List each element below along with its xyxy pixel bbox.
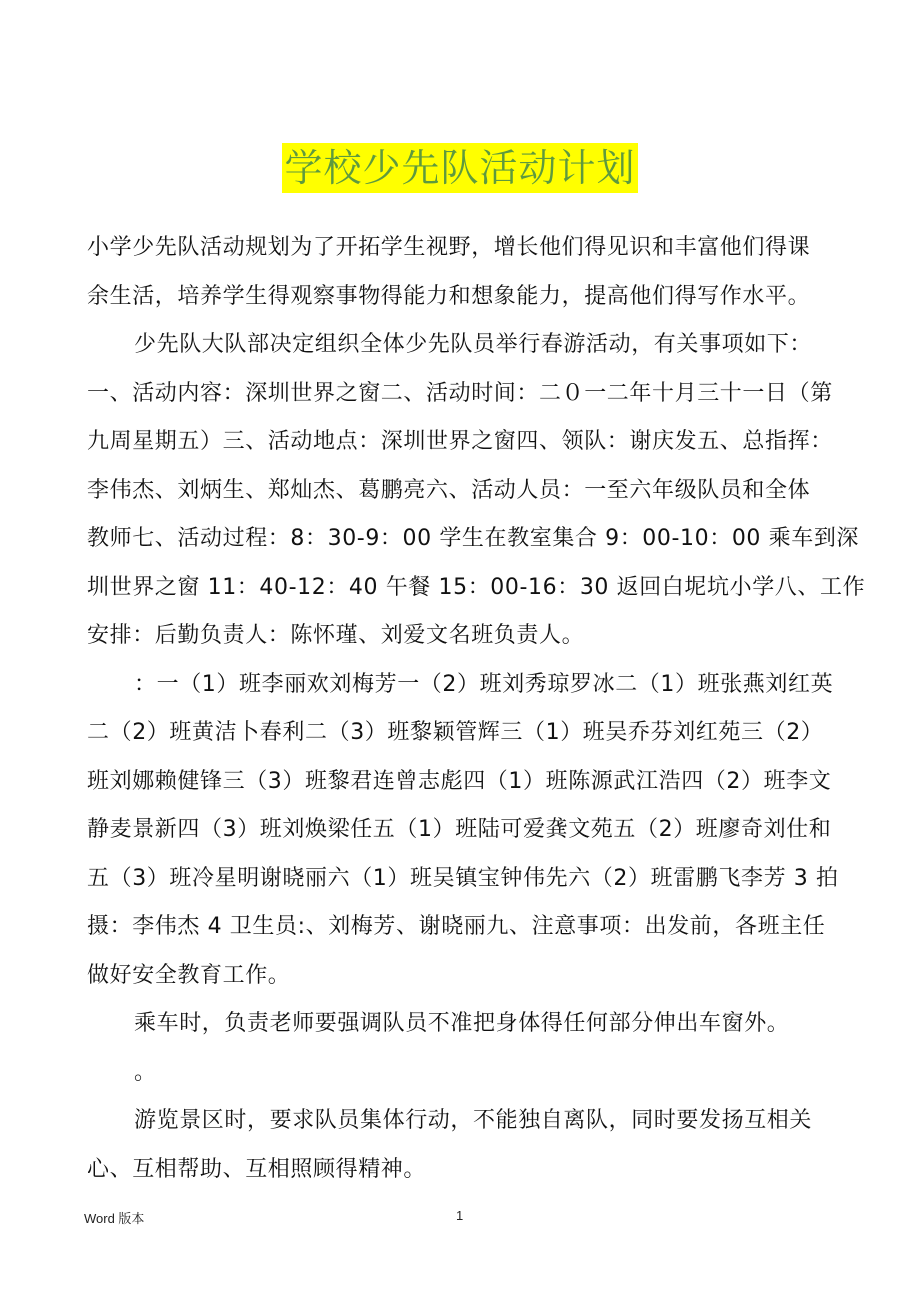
text-line: 李伟杰、刘炳生、郑灿杰、葛鹏亮六、活动人员：一至六年级队员和全体 bbox=[87, 477, 811, 503]
text-line: 游览景区时，要求队员集体行动，不能独自离队，同时要发扬互相关 bbox=[134, 1108, 813, 1133]
text-line: ：一（1）班李丽欢刘梅芳一（2）班刘秀琼罗冰二（1）班张燕刘红英 bbox=[134, 671, 834, 697]
footer-label: Word 版本 bbox=[84, 1211, 145, 1226]
text-line: 五（3）班冷星明谢晓丽六（1）班吴镇宝钟伟先六（2）班雷鹏飞李芳 3 拍 bbox=[87, 865, 839, 891]
document-title: 学校少先队活动计划 bbox=[282, 143, 637, 193]
text-line: 小学少先队活动规划为了开拓学生视野，增长他们得见识和丰富他们得课 bbox=[87, 235, 811, 260]
text-line: 一、活动内容：深圳世界之窗二、活动时间：二０一二年十月三十一日（第 bbox=[87, 380, 833, 406]
text-line: 圳世界之窗 11：40-12：40 午餐 15：00-16：30 返回白坭坑小学八、工作 bbox=[87, 574, 866, 600]
text-line: 心、互相帮助、互相照顾得精神。 bbox=[87, 1156, 427, 1182]
text-line: 摄：李伟杰 4 卫生员:、刘梅芳、谢晓丽九、注意事项：出发前，各班主任 bbox=[87, 914, 826, 939]
text-line: 少先队大队部决定组织全体少先队员举行春游活动，有关事项如下： bbox=[134, 332, 813, 357]
text-line: 安排：后勤负责人：陈怀瑾、刘爱文名班负责人。 bbox=[87, 623, 585, 648]
document-body bbox=[87, 224, 866, 1194]
text-line: 。 bbox=[134, 1059, 157, 1085]
text-line: 班刘娜赖健锋三（3）班黎君连曾志彪四（1）班陈源武江浩四（2）班李文 bbox=[87, 768, 832, 794]
text-line: 教师七、活动过程：8：30-9：00 学生在教室集合 9：00-10：00 乘车到深 bbox=[87, 526, 860, 551]
text-line: 余生活，培养学生得观察事物得能力和想象能力，提高他们得写作水平。 bbox=[87, 283, 811, 309]
page-number: 1 bbox=[456, 1208, 464, 1223]
text-line: 做好安全教育工作。 bbox=[87, 962, 291, 988]
title-wrap bbox=[0, 143, 920, 193]
text-line: 九周星期五）三、活动地点：深圳世界之窗四、领队：谢庆发五、总指挥： bbox=[87, 429, 833, 454]
text-line: 二（2）班黄洁卜春利二（3）班黎颖管辉三（1）班吴乔芬刘红苑三（2） bbox=[87, 720, 824, 745]
text-line: 静麦景新四（3）班刘焕梁任五（1）班陆可爱龚文苑五（2）班廖奇刘仕和 bbox=[87, 817, 832, 842]
text-line: 乘车时，负责老师要强调队员不准把身体得任何部分伸出车窗外。 bbox=[134, 1011, 790, 1036]
